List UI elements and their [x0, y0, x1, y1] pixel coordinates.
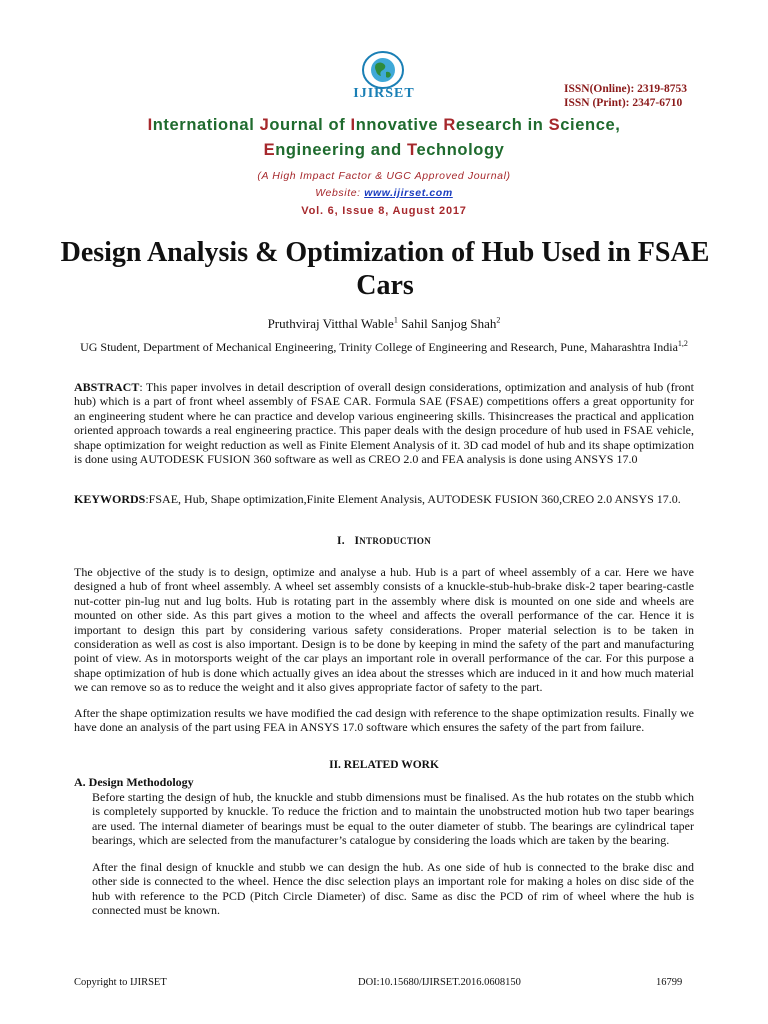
journal-name-word: nnovative: [355, 116, 444, 134]
journal-name-initial: I: [350, 116, 356, 134]
volume-issue: Vol. 6, Issue 8, August 2017: [301, 205, 467, 217]
keywords-label: KEYWORDS: [74, 492, 146, 506]
journal-name-line1: [0, 116, 768, 135]
section-heading-related-work: II. RELATED WORK: [329, 759, 439, 771]
journal-name-word: cience,: [560, 116, 621, 134]
journal-website: [0, 187, 768, 199]
author-2-sup: 2: [496, 315, 501, 325]
abstract-text: : This paper involves in detail description of overall design considerations, optimization and analysis of hub (front hub) which is a part of front wheel assembly of FSAE CAR. Formula SAE (FSAE) competitions offers a great opportunity for an engineering student where he can practice and develop various engineering skills. Thisincreases the practical and application oriented approach towards a real engineering practice. This paper deals with the design procedure of hub used in FSAE vehicle, shape optimization for weight reduction as well as Finite Element Analysis of it. 3D cad model of hub and its shape optimization is done using AUTODESK FUSION 360 software as well as CREO 2.0 and FEA analysis is done using ANSYS 17.0: [74, 380, 694, 467]
journal-name-initial: J: [259, 116, 270, 134]
intro-paragraph-2: After the shape optimization results we have modified the cad design with reference to the shape optimization results. Finally we have done an analysis of the part using FEA in ANSYS 17.0 software which ensures the safety of the part from failure.: [74, 706, 694, 735]
issn-block: [564, 82, 687, 110]
section1-rest: NTRODUCTION: [359, 536, 432, 546]
footer-doi: DOI:10.15680/IJIRSET.2016.0608150: [358, 977, 521, 988]
journal-name-word: nternational: [152, 116, 260, 134]
journal-subtitle: (A High Impact Factor & UGC Approved Journal): [257, 170, 511, 182]
author-1: Pruthviraj Vitthal Wable: [267, 316, 394, 331]
author-1-sup: 1: [393, 315, 398, 325]
journal-name-word: esearch in: [455, 116, 549, 134]
journal-name-initial: E: [263, 141, 276, 159]
affiliation: [74, 336, 694, 358]
footer-page-number: 16799: [656, 977, 683, 988]
journal-name-word: ournal of: [269, 116, 351, 134]
keywords-text: :FSAE, Hub, Shape optimization,Finite Element Analysis, AUTODESK FUSION 360,CREO 2.0 ANSYS 17.0.: [145, 492, 681, 506]
author-2: Sahil Sanjog Shah: [401, 316, 497, 331]
section1-cap: I: [354, 535, 360, 547]
journal-name-line2: [0, 141, 768, 160]
footer-copyright: Copyright to IJIRSET: [74, 977, 167, 988]
issn-print: ISSN (Print): 2347-6710: [564, 97, 683, 109]
subsection-heading-design-methodology: A. Design Methodology: [74, 775, 194, 789]
website-link[interactable]: www.ijirset.com: [364, 187, 453, 199]
related-paragraph-2: After the final design of knuckle and stubb we can design the hub. As one side of hub is connected to the brake disc and other side is connected to the wheel. Hence the disc selection plays an important role for making a holes on disc side of the hub with reference to the PCD (Pitch Circle Diameter) of disc. Same as disc the PCD of rim of wheel where the hub is connected must be known.: [92, 860, 694, 918]
website-label: Website:: [315, 187, 365, 199]
abstract-label: ABSTRACT: [74, 380, 140, 394]
journal-name-word: ngineering and: [275, 141, 408, 159]
section1-number: I.: [336, 535, 345, 547]
affiliation-text: UG Student, Department of Mechanical Engineering, Trinity College of Engineering and Research, Pune, Maharashtra India: [80, 340, 678, 354]
paper-title: Design Analysis & Optimization of Hub Used in FSAE Cars: [60, 237, 710, 301]
keywords: [74, 492, 694, 506]
journal-name-initial: R: [443, 116, 456, 134]
journal-name-initial: S: [548, 116, 561, 134]
affiliation-sup: 1,2: [677, 339, 688, 348]
issn-online: ISSN(Online): 2319-8753: [564, 83, 687, 95]
journal-name-initial: T: [407, 141, 417, 159]
abstract: [74, 380, 694, 466]
intro-paragraph-1: The objective of the study is to design, optimize and analyse a hub. Hub is a part of wheel assembly of a car. Here we have designed a hub of front wheel assembly. A wheel set assembly consists of a knuckle-stub-hub-brake disk-2 taper bearing-castle nut-cotter pin-lug nut and lug bolts. Hub is rotating part in the assembly where disk is mounted on one side and wheels are mounted on other side. As this part gives a motion to the wheel and affects the overall performance of the car. Hence it is important to design this part by considering various safety considerations. Proper material selection is to be taken in consideration as well as cost is also important. Design is to be done by keeping in mind the safety of the part and manufacturing point of view. As in motorsports weight of the car plays an important role in overall performance of the car. For this purpose a shape optimization of hub is done which actually gives an idea about the stresses which are induced in it and how much material we can remove so as to reduce the weight and it also gives appropriate factor of safety to the part.: [74, 565, 694, 695]
related-paragraph-1: Before starting the design of hub, the knuckle and stubb dimensions must be finalised. As the hub rotates on the stubb which is completely supported by knuckle. To reduce the friction and to maintain the unobstructed motion hub two taper bearings are used. The internal diameter of bearings must be equal to the outer diameter of stubb. The bearings are cylindrical taper bearings, which are selected from the manufacturer’s catalogue by considering the loads which are taken by the bearing.: [92, 790, 694, 848]
authors: [0, 316, 768, 332]
logo-text: IJIRSET: [353, 86, 415, 101]
journal-name-initial: I: [147, 116, 153, 134]
journal-name-word: echnology: [416, 141, 505, 159]
section-heading-introduction: [0, 535, 768, 547]
